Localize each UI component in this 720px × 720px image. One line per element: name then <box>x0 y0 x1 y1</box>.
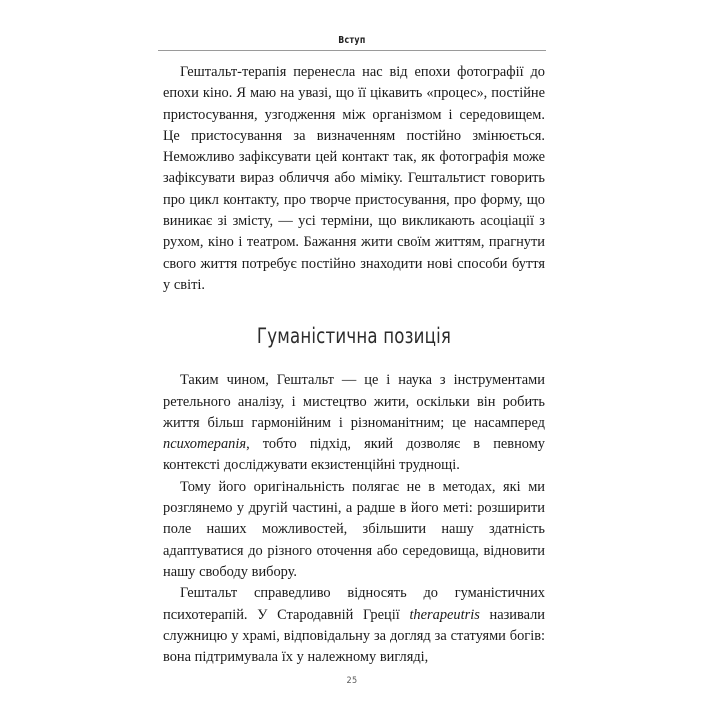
paragraph-humanistic-part-b: називали служницю у храмі, відповідальну за догляд за статуями богів: вона підтримувала їх у належному вигляді, <box>163 606 545 666</box>
header-rule-divider <box>158 50 546 51</box>
emphasis-psychotherapy: психотерапія <box>163 436 247 453</box>
emphasis-therapeutris: therapeutris <box>409 606 480 623</box>
text-column <box>163 62 545 668</box>
section-heading: Гуманістична позиція <box>256 324 452 349</box>
paragraph-humanistic <box>163 583 545 668</box>
running-head <box>158 30 546 48</box>
paragraph-humanistic-part-a: Гештальт справедливо відносять до гуманістичних психотерапій. У Стародавній Греції <box>163 585 545 623</box>
page-number: 25 <box>346 676 358 686</box>
paragraph-gestalt-science <box>163 370 545 476</box>
running-head-title: Вступ <box>338 35 366 46</box>
paragraph-gestalt-science-part-a: Таким чином, Гештальт — це і наука з інструментами ретельного аналізу, і мистецтво жити, оскільки він робить життя більш гармонійним і різноманітним; це насамперед <box>163 372 545 431</box>
paragraph-gestalt-science-part-b: , тобто підхід, який дозволяє в певному контексті досліджувати екзистенційні труднощі. <box>163 436 545 474</box>
paragraph-intro: Гештальт-терапія перенесла нас від епохи фотографії до епохи кіно. Я маю на увазі, що її цікавить «процес», постійне пристосування, узгодження між організмом і середовищем. Це пристосування за визначенням постійно змінюється. Неможливо зафіксувати цей контакт так, як фотографія може зафіксувати вираз обличчя або міміку. Гештальтист говорить про цикл контакту, про творче пристосування, про форму, що виникає зі змісту, — усі терміни, що викликають асоціації з рухом, кіно і театром. Бажання жити своїм життям, прагнути свого життя потребує постійно знаходити нові способи буття у світі. <box>163 64 545 293</box>
section-heading-block <box>163 296 545 370</box>
paragraph-originality: Тому його оригінальність полягає не в методах, які ми розглянемо у другій частині, а радше в його меті: розширити поле наших можливостей, збільшити нашу здатність адаптуватися до різного оточення або середовища, відновити нашу свободу вибору. <box>163 478 545 580</box>
